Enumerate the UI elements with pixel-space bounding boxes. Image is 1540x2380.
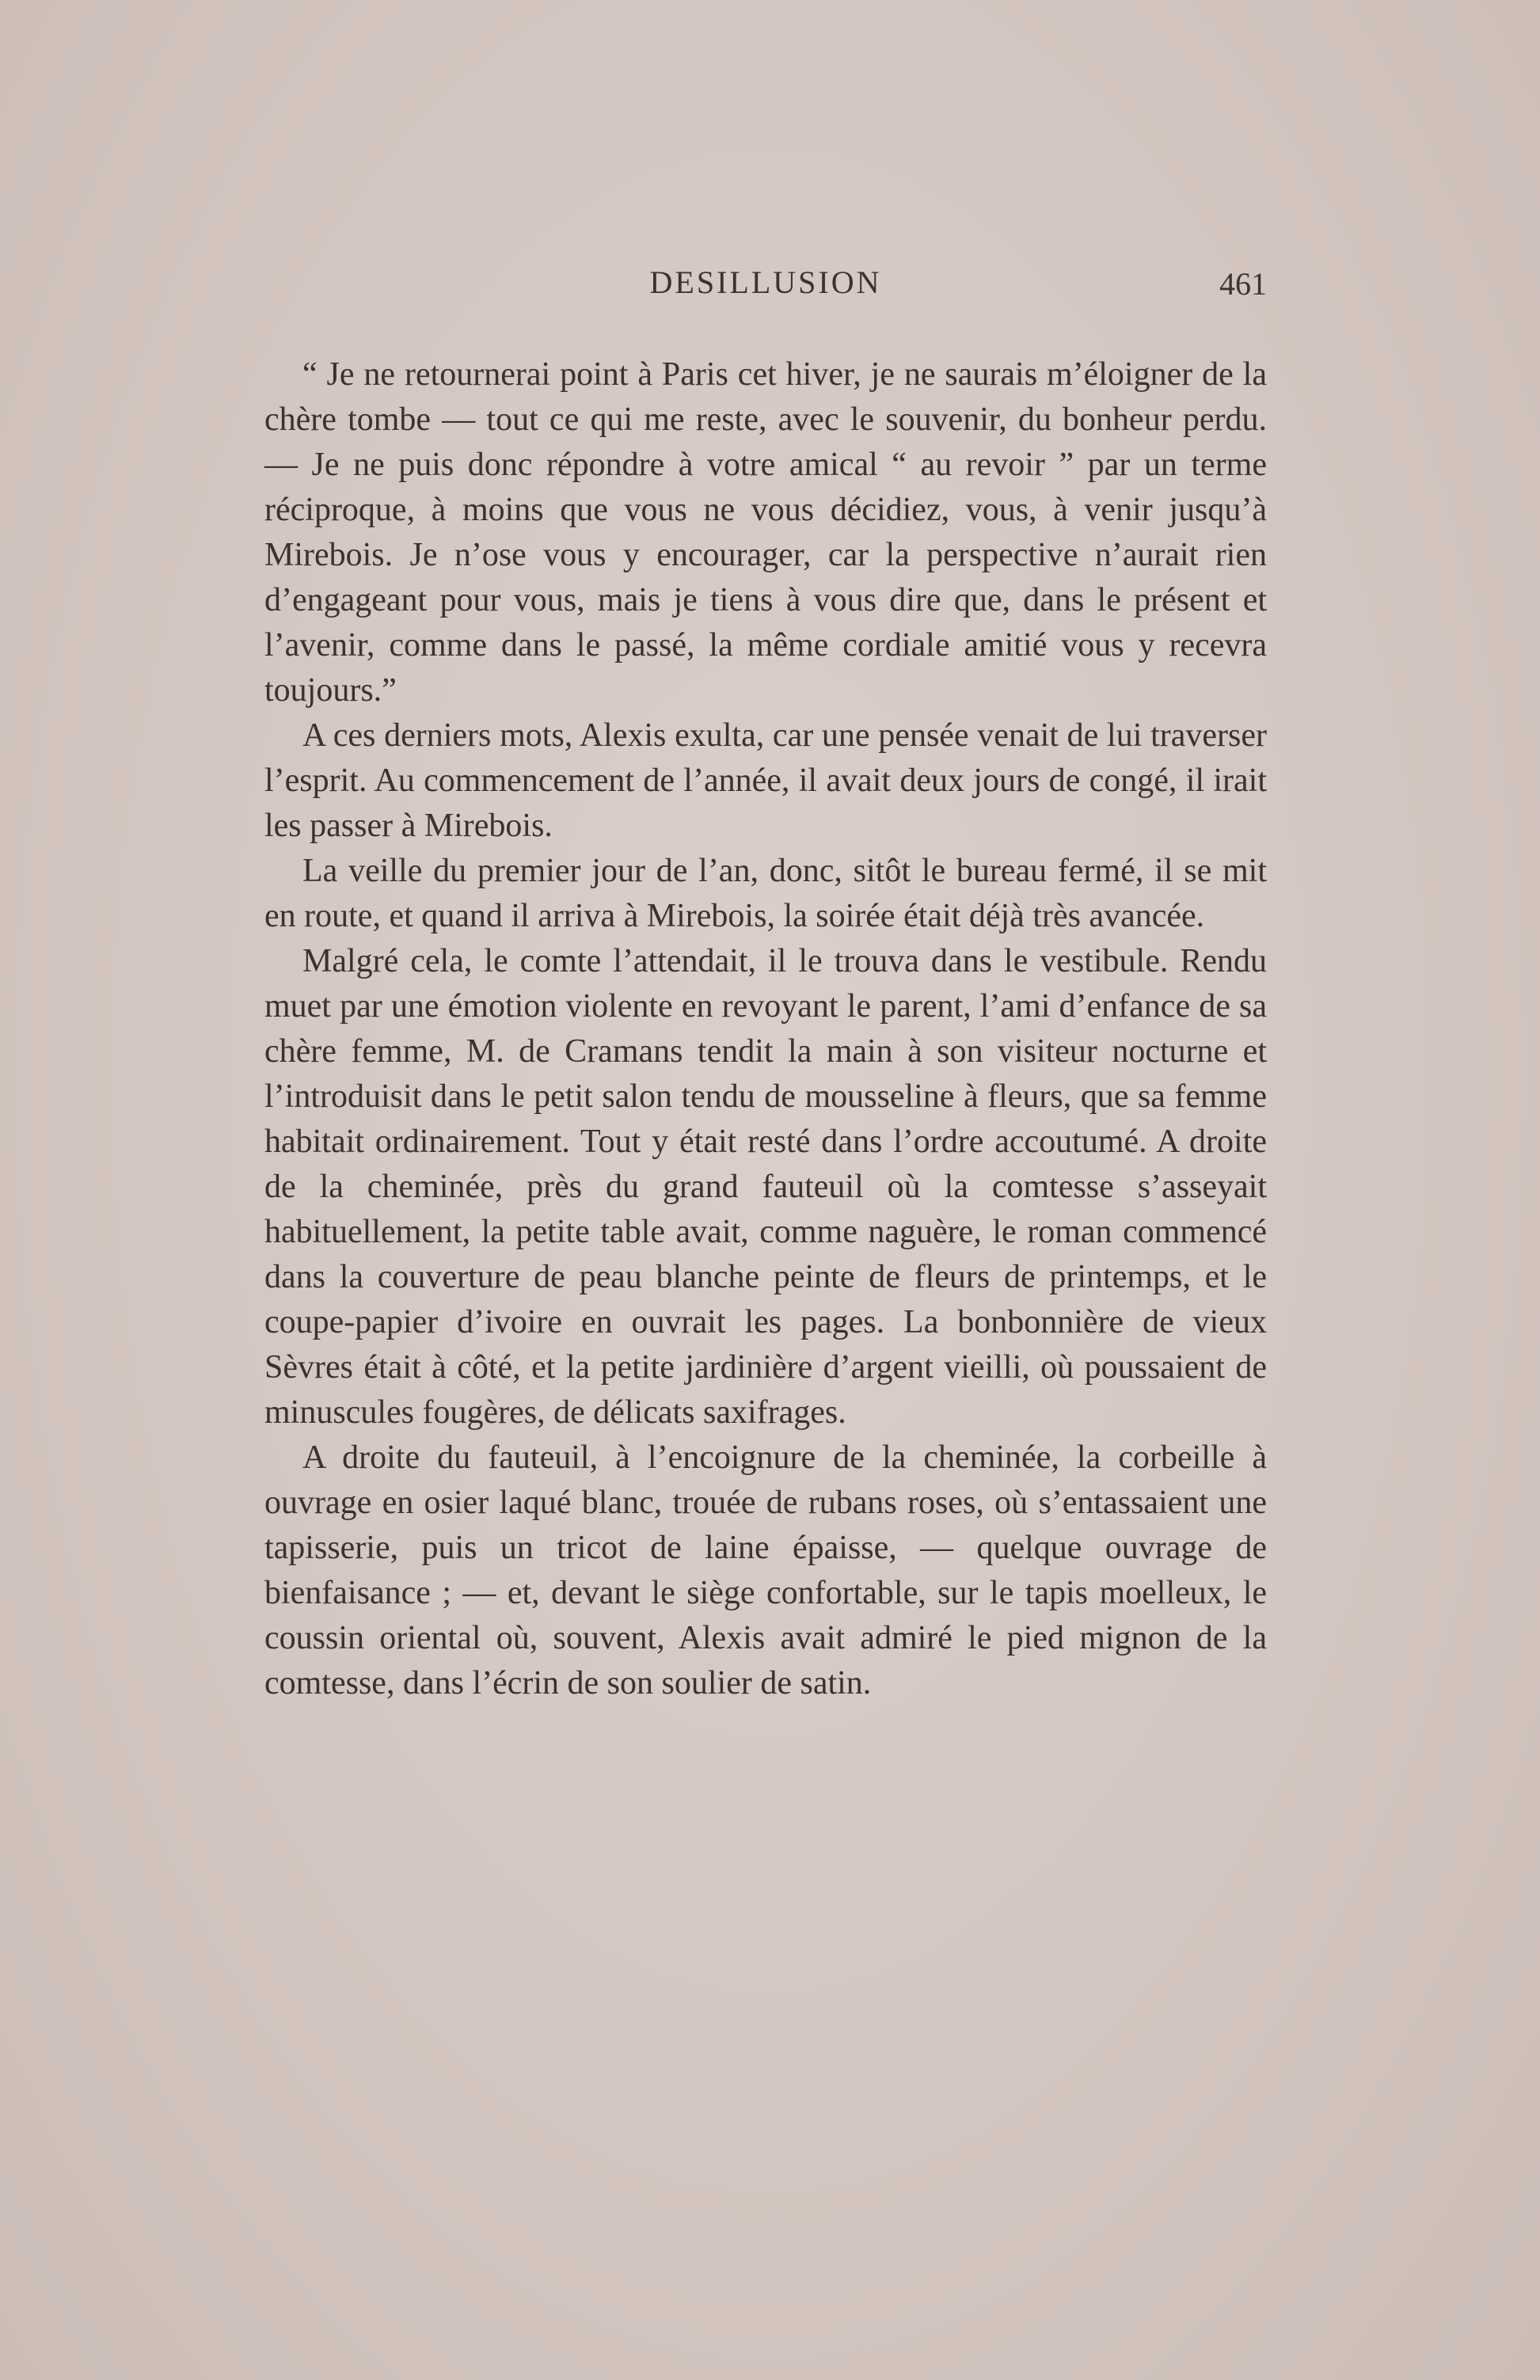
page-header [264, 264, 1267, 311]
running-title: DESILLUSION [649, 264, 882, 300]
paragraph: A droite du fauteuil, à l’encoignure de la cheminée, la corbeille à ouvrage en osier laqué blanc, trouée de rubans roses, où s’entassaient une tapisserie, puis un tricot de laine épaisse, — quelque ouvrage de bienfaisance ; — et, devant le siège confortable, sur le tapis moelleux, le coussin oriental où, souvent, Alexis avait admiré le pied mignon de la comtesse, dans l’écrin de son soulier de satin. [264, 1439, 1267, 1701]
paragraph: La veille du premier jour de l’an, donc, sitôt le bureau fermé, il se mit en route, et quand il arriva à Mirebois, la soirée était déjà très avancée. [264, 853, 1267, 934]
body-text [264, 352, 1267, 1706]
page-number: 461 [1219, 266, 1267, 302]
paragraph: A ces derniers mots, Alexis exulta, car une pensée venait de lui traverser l’esprit. Au commencement de l’année, il avait deux jours de congé, il irait les passer à Mirebois. [264, 717, 1267, 844]
paragraph: Malgré cela, le comte l’attendait, il le trouva dans le vestibule. Rendu muet par une émotion violente en revoyant le parent, l’ami d’enfance de sa chère femme, M. de Cramans tendit la main à son visiteur nocturne et l’introduisit dans le petit salon tendu de mousseline à fleurs, que sa femme habitait ordinairement. Tout y était resté dans l’ordre accoutumé. A droite de la cheminée, près du grand fauteuil où la comtesse s’asseyait habituellement, la petite table avait, comme naguère, le roman commencé dans la couverture de peau blanche peinte de fleurs de printemps, et le coupe-papier d’ivoire en ouvrait les pages. La bonbonnière de vieux Sèvres était à côté, et la petite jardinière d’argent vieilli, où poussaient de minuscules fougères, de délicats saxifrages. [264, 943, 1267, 1431]
paragraph: “ Je ne retournerai point à Paris cet hiver, je ne saurais m’éloigner de la chère tombe — tout ce qui me reste, avec le souvenir, du bonheur perdu. — Je ne puis donc répondre à votre amical “ au revoir ” par un terme réciproque, à moins que vous ne vous décidiez, vous, à venir jusqu’à Mirebois. Je n’ose vous y encourager, car la perspective n’aurait rien d’engageant pour vous, mais je tiens à vous dire que, dans le présent et l’avenir, comme dans le passé, la même cordiale amitié vous y recevra toujours.” [264, 356, 1267, 709]
